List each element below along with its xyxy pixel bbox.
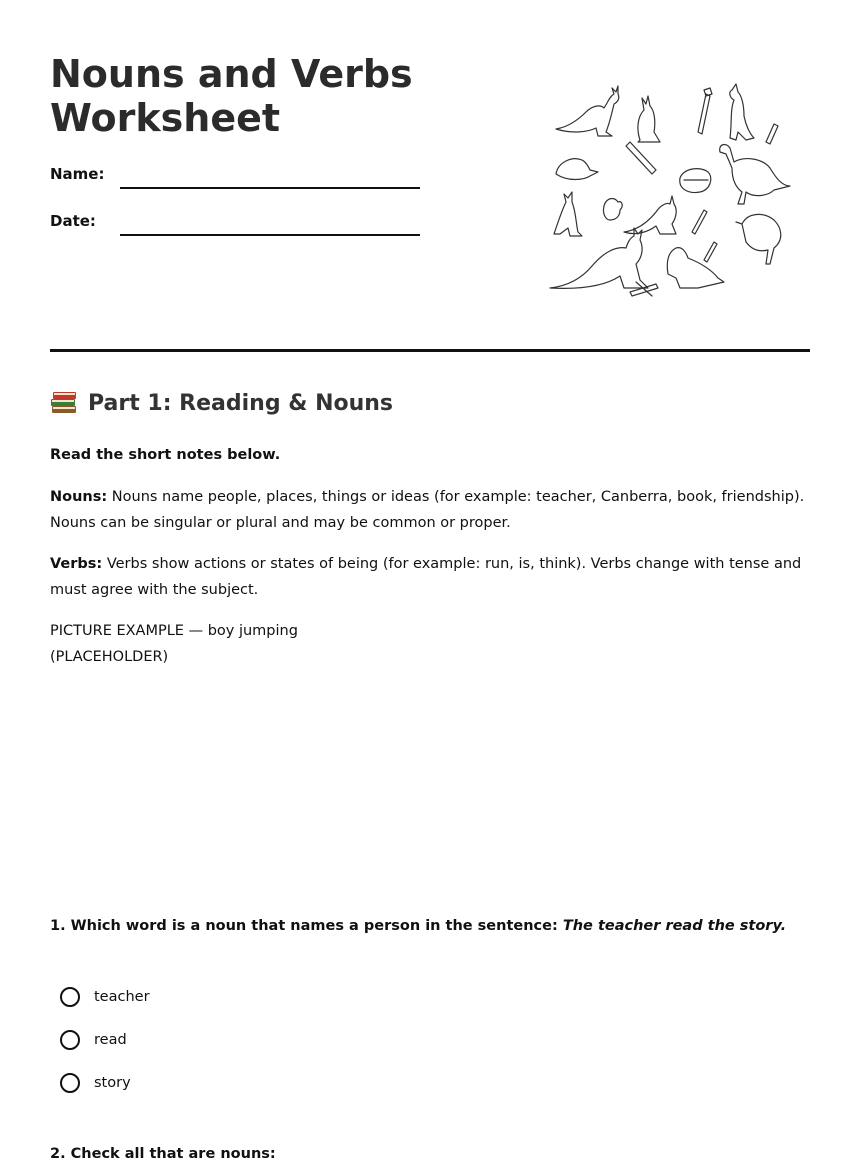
option-label: read <box>94 1032 127 1048</box>
radio-button[interactable] <box>60 1030 80 1050</box>
verbs-text: Verbs show actions or states of being (for example: run, is, think). Verbs change with tense and must agree with the subject. <box>50 556 802 598</box>
date-field[interactable] <box>120 234 420 236</box>
worksheet-title <box>50 52 450 140</box>
radio-button[interactable] <box>60 987 80 1007</box>
title-line-1: Nouns and Verbs <box>50 52 413 96</box>
verbs-label: Verbs: <box>50 556 103 572</box>
picture-caption-line-2: (PLACEHOLDER) <box>50 649 169 665</box>
verbs-note <box>50 551 810 603</box>
option-label: teacher <box>94 989 150 1005</box>
title-line-2: Worksheet <box>50 96 281 140</box>
worksheet-page <box>50 0 810 1161</box>
question-2-prompt: 2. Check all that are nouns: <box>50 1146 276 1162</box>
part1-heading <box>50 390 393 416</box>
question-1-sentence: The teacher read the story. <box>562 918 787 934</box>
name-field[interactable] <box>120 187 420 189</box>
reading-instruction: Read the short notes below. <box>50 447 281 463</box>
option-label: story <box>94 1075 131 1091</box>
nouns-note <box>50 484 810 536</box>
books-icon <box>50 390 78 416</box>
date-label: Date: <box>50 212 96 230</box>
question-1-prompt <box>50 918 810 934</box>
name-label: Name: <box>50 165 105 183</box>
question-1-option-story[interactable] <box>60 1073 131 1093</box>
picture-placeholder-caption <box>50 618 810 670</box>
question-1-option-read[interactable] <box>60 1030 127 1050</box>
australian-animals-coloring-illustration-icon <box>548 82 808 302</box>
question-1-option-teacher[interactable] <box>60 987 150 1007</box>
radio-button[interactable] <box>60 1073 80 1093</box>
nouns-text: Nouns name people, places, things or ideas (for example: teacher, Canberra, book, friendship). Nouns can be singular or plural and may be common or proper. <box>50 489 805 531</box>
part1-title: Part 1: Reading & Nouns <box>88 390 394 416</box>
nouns-label: Nouns: <box>50 489 108 505</box>
question-1-prefix: 1. Which word is a noun that names a person in the sentence: <box>50 918 563 934</box>
picture-caption-line-1: PICTURE EXAMPLE — boy jumping <box>50 623 298 639</box>
section-divider <box>50 349 810 352</box>
